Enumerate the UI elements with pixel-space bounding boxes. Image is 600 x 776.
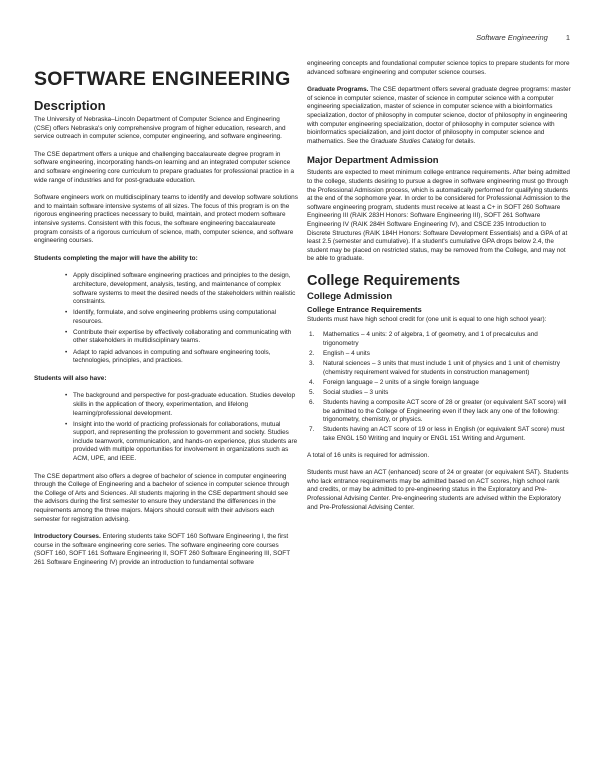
intro-courses-continued: engineering concepts and foundational computer science topics to prepare students for more advanced software engineering and computer science courses. (307, 60, 570, 76)
list-item: 5. Social studies – 3 units (309, 389, 389, 397)
admission-heading: Major Department Admission (307, 155, 439, 167)
entrance-requirements-heading: College Entrance Requirements (307, 304, 422, 314)
list-item: • Adapt to rapid advances in computing and software engineering tools, technologies, principles, and practices. (73, 349, 298, 366)
intro-courses-text: Entering students take SOFT 160 Software Engineering I, the first course in the software engineering core series. The software engineering core courses (SOFT 160, SOFT 161 Software Engineering II, SOFT 260 Software Engineering III, SOFT 261 Software Engineering IV) provide an introduction to fundamental software (34, 533, 290, 566)
degrees-paragraph: The CSE department also offers a degree of bachelor of science in computer engineering through the College of Engineering and a bachelor of science in computer science through the College of Arts and Sciences. All students majoring in the CSE department should see the advisors during the first semester to ensure they understand the differences in the requirements among the three majors. Majors should consult with their advisors each semester for registration advising. (34, 472, 290, 523)
intro-paragraph: The University of Nebraska–Lincoln Department of Computer Science and Engineering (CSE) offers Nebraska's only comprehensive program of higher education, research, and service outreach in computer science, computer engineering, and software engineering. (34, 116, 286, 141)
list-item: • Apply disciplined software engineering practices and principles to the design, architecture, development, analysis, testing, and maintenance of complex software systems to meet the desired needs of the stakeholders within realistic constraints. (73, 272, 298, 306)
graduate-catalog-link[interactable]: Graduate Studies Catalog (370, 137, 445, 145)
also-heading: Students will also have: (34, 374, 107, 382)
college-requirements-heading: College Requirements (307, 272, 461, 289)
intro-courses-paragraph (34, 533, 298, 567)
list-item: 1. Mathematics – 4 units: 2 of algebra, 1 of geometry, and 1 of precalculus and trigonometry (309, 331, 538, 348)
left-column (34, 62, 298, 577)
graduate-programs-paragraph (307, 86, 571, 146)
program-paragraph: The CSE department offers a unique and challenging baccalaureate degree program in software engineering, incorporating hands-on learning and an integrated computer science and software engineering core curriculum to prepare graduates for professional practice in a wide range of industries and for post-graduate education. (34, 150, 295, 184)
running-header (476, 33, 570, 42)
ability-heading: Students completing the major will have the ability to: (34, 254, 198, 262)
list-item: 7. Students having an ACT score of 19 or less in English (or equivalent SAT score) must take ENGL 150 Writing and Inquiry or ENGL 151 Writing and Argument. (309, 426, 565, 442)
list-item: 3. Natural sciences – 3 units that must include 1 unit of physics and 1 unit of chemistry (chemistry requirement waived for students in construction management) (309, 360, 560, 376)
graduate-programs-tail: for details. (444, 137, 476, 145)
intro-courses-label: Introductory Courses. (34, 533, 101, 541)
total-units-note: A total of 16 units is required for admission. (307, 451, 430, 459)
right-column (307, 60, 571, 521)
college-admission-heading: College Admission (307, 290, 393, 302)
graduate-programs-text: The CSE department offers several graduate degree programs: master of science in computer science, master of science in computer science with a computer engineering specialization, master of science in computer science with a bioinformatics specialization, doctor of philosophy in computer science, doctor of philosophy in engineering with computer engineering specialization, doctor of philosophy in computer science with bioinformatics specialization, and joint doctor of philosophy in computer science and mathematics. See the (307, 86, 571, 145)
list-item: • Insight into the world of practicing professionals for collaborations, mutual support, and representing the profession to government and society. Studies include teamwork, communication, and hands-on experience, plus students are provided with multiple opportunities for involvement in organizations such as ACM, UPE, and IEEE. (73, 421, 298, 464)
page-number: 1 (565, 33, 570, 42)
running-title: Software Engineering (476, 33, 548, 42)
list-item: • Contribute their expertise by effectively collaborating and communicating with other stakeholders in multidisciplinary teams. (73, 329, 298, 346)
list-item: 4. Foreign language – 2 units of a single foreign language (309, 378, 479, 386)
enhanced-act-paragraph: Students must have an ACT (enhanced) score of 24 or greater (or equivalent SAT). Students who lack entrance requirements may be admitted based on ACT scores, high school rank and credits, or may be admitted to pre-engineering status in the Exploratory and Pre-Professional Advising Center. Pre-engineering students are advised within the Exploratory and Pre-Professional Advising Center. (307, 469, 569, 511)
entrance-intro: Students must have high school credit for (one unit is equal to one high school year): (307, 315, 547, 323)
page-title: SOFTWARE ENGINEERING (34, 68, 291, 90)
admission-paragraph: Students are expected to meet minimum college entrance requirements. After being admitted to the college, students desiring to pursue a degree in software engineering must go through the Professional Admission process, which is automatically performed for qualifying students at the end of the sophomore year. In order to be considered for Professional Admission to the software engineering program, students must receive at least a C+ in SOFT 260 Software Engineering III (RAIK 283H Honors: Software Engineering III), SOFT 261 Software Engineering IV (RAIK 284H Software Engineering IV), and CSCE 235 Introduction to Discrete Structures (RAIK 184H Honors: Software Development Essentials) and a GPA of at least 2.5 (semester and cumulative). If a student's cumulative GPA drops below 2.4, the student may be placed on restricted status, may be removed from the College, and may not be able to graduate. (307, 169, 571, 263)
focus-paragraph: Software engineers work on multidisciplinary teams to identify and develop software solutions and to maintain software intensive systems of all sizes. The focus of this program is on the rigorous engineering practices necessary to build, maintain, and protect modern software intensive systems. Consistent with this focus, the software engineering baccalaureate program consists of a rigorous curriculum of science, math, computer science, and software engineering courses. (34, 194, 298, 245)
list-item: 2. English – 4 units (309, 350, 370, 358)
entrance-list (307, 331, 571, 443)
list-item: • The background and perspective for post-graduate education. Studies develop skills in the application of theory, experimentation, and lifelong learning/professional development. (73, 392, 298, 418)
list-item: 6. Students having a composite ACT score of 28 or greater (or equivalent SAT score) will be admitted to the College of Engineering even if they lack any one of the following: trigonometry, chemistry, or physics. (309, 399, 567, 424)
ability-list (34, 272, 298, 365)
list-item: • Identify, formulate, and solve engineering problems using computational resources. (73, 309, 298, 326)
graduate-programs-label: Graduate Programs. (307, 86, 369, 94)
also-list (34, 392, 298, 463)
description-heading: Description (34, 98, 106, 113)
